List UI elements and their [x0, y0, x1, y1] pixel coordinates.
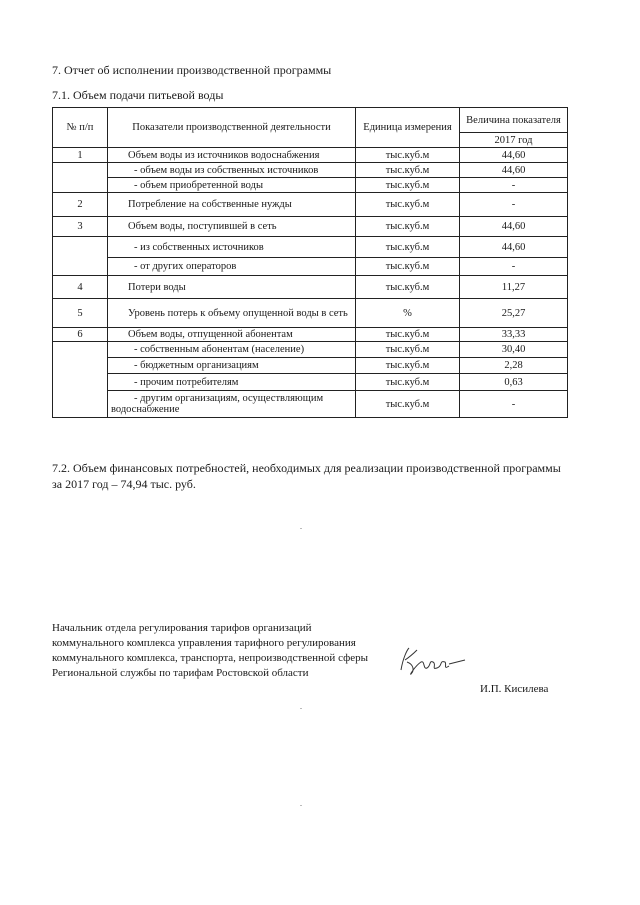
row-unit: тыс.куб.м — [356, 193, 460, 217]
row-unit: тыс.куб.м — [356, 237, 460, 258]
row-value: 44,60 — [460, 217, 568, 237]
row-unit: тыс.куб.м — [356, 391, 460, 418]
row-num: 3 — [53, 217, 108, 237]
row-name: - объем приобретенной воды — [108, 178, 356, 193]
row-num: 6 — [53, 328, 108, 342]
row-unit: тыс.куб.м — [356, 217, 460, 237]
row-name: - объем воды из собственных источников — [108, 163, 356, 178]
signatory-name: И.П. Кисилева — [480, 683, 549, 695]
row-name: - собственным абонентам (население) — [108, 342, 356, 358]
handwritten-signature — [395, 640, 475, 683]
row-num — [53, 163, 108, 193]
table-row — [53, 217, 568, 237]
subsection-title: 7.1. Объем подачи питьевой воды — [52, 88, 224, 102]
row-name: Потери воды — [108, 276, 356, 299]
header-value: Величина показателя — [460, 108, 568, 133]
row-name: - из собственных источников — [108, 237, 356, 258]
row-value: - — [460, 391, 568, 418]
header-unit: Единица измерения — [356, 108, 460, 148]
row-num — [53, 342, 108, 418]
row-unit: тыс.куб.м — [356, 163, 460, 178]
financial-needs-text: 7.2. Объем финансовых потребностей, необходимых для реализации производственной программы за 2017 год – 74,94 тыс. руб. — [52, 461, 561, 491]
row-unit: тыс.куб.м — [356, 148, 460, 163]
table-row — [53, 258, 568, 276]
row-unit: тыс.куб.м — [356, 258, 460, 276]
table-row — [53, 374, 568, 391]
row-unit: тыс.куб.м — [356, 276, 460, 299]
row-name: - прочим потребителям — [108, 374, 356, 391]
row-value: 44,60 — [460, 148, 568, 163]
row-value: 30,40 — [460, 342, 568, 358]
row-num — [53, 237, 108, 276]
row-name: - от других операторов — [108, 258, 356, 276]
table-row — [53, 237, 568, 258]
table-row — [53, 299, 568, 328]
row-value: 44,60 — [460, 163, 568, 178]
table-row — [53, 148, 568, 163]
row-name: - бюджетным организациям — [108, 358, 356, 374]
row-value: 2,28 — [460, 358, 568, 374]
row-value: - — [460, 258, 568, 276]
signatory-position: Начальник отдела регулирования тарифов организаций коммунального комплекса управления тарифного регулирования коммунального комплекса, транспорта, непроизводственной сферы Региональной службы по тарифам Ростовской области — [52, 622, 368, 679]
section-title: 7. Отчет об исполнении производственной программы — [52, 63, 332, 77]
table-row — [53, 178, 568, 193]
scan-speck — [300, 805, 302, 806]
table-row — [53, 193, 568, 217]
row-name: Потребление на собственные нужды — [108, 193, 356, 217]
header-num: № п/п — [53, 108, 108, 148]
table-row — [53, 342, 568, 358]
row-value: - — [460, 178, 568, 193]
row-unit: тыс.куб.м — [356, 328, 460, 342]
row-unit: тыс.куб.м — [356, 374, 460, 391]
row-name: Объем воды, отпущенной абонентам — [108, 328, 356, 342]
row-unit: тыс.куб.м — [356, 178, 460, 193]
header-indicator: Показатели производственной деятельности — [108, 108, 356, 148]
row-name: Объем воды из источников водоснабжения — [108, 148, 356, 163]
table-row — [53, 358, 568, 374]
row-unit: тыс.куб.м — [356, 342, 460, 358]
row-unit: % — [356, 299, 460, 328]
table-row — [53, 328, 568, 342]
table-row — [53, 276, 568, 299]
scan-speck — [300, 708, 302, 709]
row-num: 2 — [53, 193, 108, 217]
row-num: 4 — [53, 276, 108, 299]
scan-speck — [300, 528, 302, 529]
water-supply-table — [52, 107, 568, 418]
row-name: Уровень потерь к объему опущенной воды в сеть — [108, 299, 356, 328]
header-year: 2017 год — [460, 133, 568, 148]
table-row — [53, 163, 568, 178]
row-value: 11,27 — [460, 276, 568, 299]
table-row — [53, 391, 568, 418]
row-unit: тыс.куб.м — [356, 358, 460, 374]
row-name: Объем воды, поступившей в сеть — [108, 217, 356, 237]
row-value: 0,63 — [460, 374, 568, 391]
row-num: 1 — [53, 148, 108, 163]
row-name: - другим организациям, осуществляющим водоснабжение — [108, 391, 356, 418]
row-value: 25,27 — [460, 299, 568, 328]
row-value: - — [460, 193, 568, 217]
row-num: 5 — [53, 299, 108, 328]
row-value: 33,33 — [460, 328, 568, 342]
row-value: 44,60 — [460, 237, 568, 258]
